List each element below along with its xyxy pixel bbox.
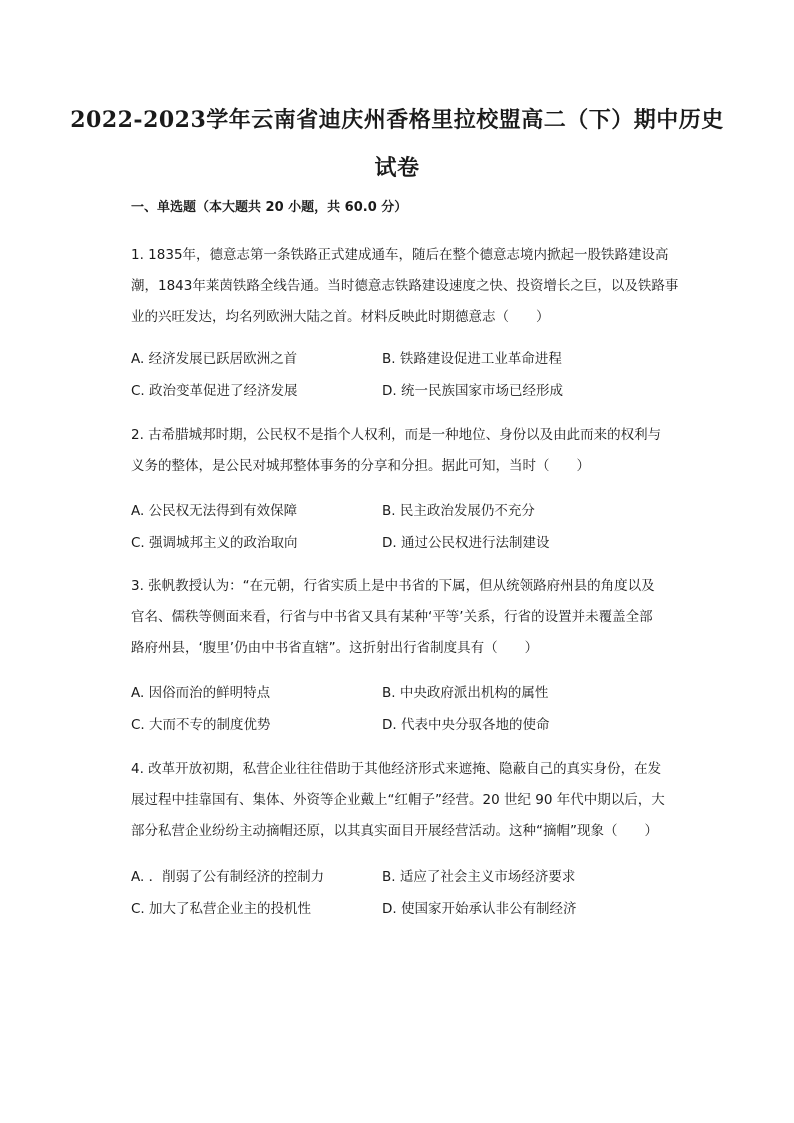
question-2-option-a[interactable]: A. 公民权无法得到有效保障 (131, 503, 298, 519)
question-2-line-2: 义务的整体，是公民对城邦整体事务的分享和分担。据此可知，当时（ ） (131, 458, 590, 474)
question-2-text (131, 420, 711, 482)
question-2-option-b[interactable]: B. 民主政治发展仍不充分 (382, 503, 535, 519)
question-3-line-3: 路府州县，‘腹里’仍由中书省直辖”。这折射出行省制度具有（ ） (131, 640, 539, 656)
question-1-option-c[interactable]: C. 政治变革促进了经济发展 (131, 383, 298, 399)
question-1-option-b[interactable]: B. 铁路建设促进工业革命进程 (382, 351, 562, 367)
question-3-option-a[interactable]: A. 因俗而治的鲜明特点 (131, 685, 271, 701)
question-1-line-3: 业的兴旺发达，均名列欧洲大陆之首。材料反映此时期德意志（ ） (131, 309, 550, 325)
question-1-option-a[interactable]: A. 经济发展已跃居欧洲之首 (131, 351, 298, 367)
question-3-text (131, 571, 711, 664)
question-4-option-a[interactable]: A. ．削弱了公有制经济的控制力 (131, 869, 325, 885)
question-3-option-c[interactable]: C. 大而不专的制度优势 (131, 717, 271, 733)
question-3-line-2: 官名、儒秩等侧面来看，行省与中书省又具有某种‘平等’关系，行省的设置并未覆盖全部 (131, 609, 653, 625)
question-4-line-1: 4. 改革开放初期，私营企业往往借助于其他经济形式来遮掩、隐蔽自己的真实身份，在发 (131, 761, 662, 777)
document-title-line-1: 2022-2023学年云南省迪庆州香格里拉校盟高二（下）期中历史 (70, 107, 724, 133)
question-2-option-d[interactable]: D. 通过公民权进行法制建设 (382, 535, 550, 551)
question-4-text (131, 754, 711, 847)
question-3-option-d[interactable]: D. 代表中央分驭各地的使命 (382, 717, 550, 733)
question-2-option-c[interactable]: C. 强调城邦主义的政治取向 (131, 535, 298, 551)
question-1-line-2: 潮，1843年莱茵铁路全线告通。当时德意志铁路建设速度之快、投资增长之巨，以及铁路事 (131, 278, 679, 294)
question-1-line-1: 1. 1835年，德意志第一条铁路正式建成通车，随后在整个德意志境内掀起一股铁路建设高 (131, 247, 669, 263)
question-3-option-b[interactable]: B. 中央政府派出机构的属性 (382, 685, 549, 701)
question-2-line-1: 2. 古希腊城邦时期，公民权不是指个人权利，而是一种地位、身份以及由此而来的权利与 (131, 427, 662, 443)
question-4-line-3: 部分私营企业纷纷主动摘帽还原，以其真实面目开展经营活动。这种“摘帽”现象（ ） (131, 823, 658, 839)
document-title-line-2: 试卷 (374, 155, 420, 181)
question-4-option-c[interactable]: C. 加大了私营企业主的投机性 (131, 901, 312, 917)
question-4-line-2: 展过程中挂靠国有、集体、外资等企业戴上“红帽子”经营。20 世纪 90 年代中期以后，大 (131, 792, 665, 808)
section-heading: 一、单选题（本大题共 20 小题，共 60.0 分） (131, 200, 408, 215)
question-3-line-1: 3. 张帆教授认为：“在元朝，行省实质上是中书省的下属，但从统领路府州县的角度以及 (131, 578, 655, 594)
question-1-option-d[interactable]: D. 统一民族国家市场已经形成 (382, 383, 563, 399)
question-4-option-d[interactable]: D. 使国家开始承认非公有制经济 (382, 901, 577, 917)
question-4-option-b[interactable]: B. 适应了社会主义市场经济要求 (382, 869, 576, 885)
question-1-text (131, 240, 711, 333)
